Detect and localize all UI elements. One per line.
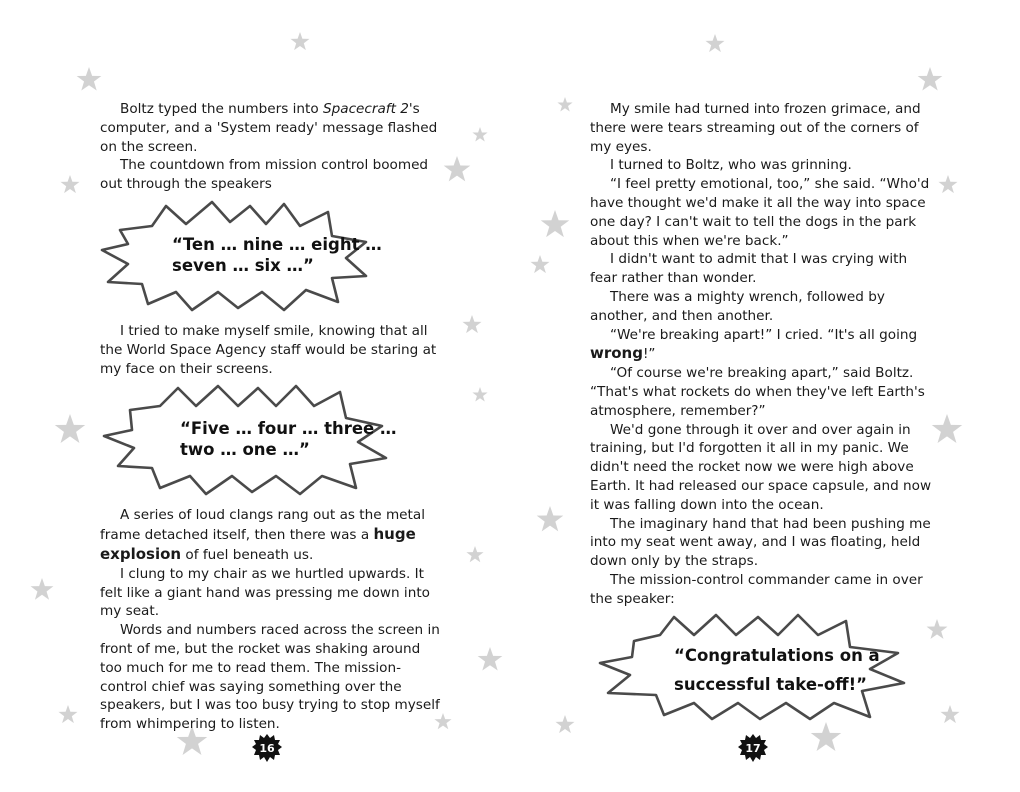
burst-line: “Ten … nine … eight …: [172, 234, 382, 254]
speech-burst: [100, 384, 445, 496]
page-number-badge: [252, 733, 282, 763]
page-number-badge: [738, 733, 768, 763]
left-page: [100, 100, 445, 734]
burst-line: “Five … four … three …: [180, 419, 397, 439]
paragraph: We'd gone through it over and over again in training, but I'd forgotten it all in my panic. We didn't need the rocket now we were high above Earth. It had released our space capsule, and now it was falling down into the ocean.: [590, 421, 932, 513]
paragraph: “We're breaking apart!” I cried. “It's all going wrong!”: [590, 326, 918, 363]
paragraph: The mission-control commander came in over the speaker:: [590, 571, 923, 607]
paragraph: I turned to Boltz, who was grinning.: [610, 157, 852, 174]
right-page: [590, 100, 935, 609]
paragraph: Words and numbers raced across the screen in front of me, but the rocket was shaking around too much for me to read them. The mission-control chief was saying something over the speakers, but I was too busy trying to stop myself from whimpering to listen.: [100, 622, 440, 733]
page-number: 17: [745, 741, 761, 755]
speech-burst: [598, 613, 908, 721]
burst-line: “Congratulations on a: [674, 646, 880, 665]
paragraph: “I feel pretty emotional, too,” she said. “Who'd have thought we'd make it all the way into space one day? I can't wait to tell the dogs in the park about this when we're back.”: [590, 176, 930, 249]
paragraph: Boltz typed the numbers into Spacecraft 2's computer, and a 'System ready' message flashed on the screen.: [100, 101, 438, 155]
paragraph: I clung to my chair as we hurtled upwards. It felt like a giant hand was pressing me down into my seat.: [100, 565, 430, 620]
paragraph: The imaginary hand that had been pushing me into my seat went away, and I was floating, held down only by the straps.: [590, 515, 931, 570]
paragraph: I didn't want to admit that I was crying with fear rather than wonder.: [590, 251, 908, 287]
paragraph: My smile had turned into frozen grimace, and there were tears streaming out of the corners of my eyes.: [590, 101, 921, 155]
paragraph: There was a mighty wrench, followed by another, and then another.: [590, 288, 885, 324]
burst-line: seven … six …”: [172, 255, 314, 275]
page-number: 16: [259, 741, 275, 755]
burst-line: two … one …”: [180, 440, 310, 460]
speech-burst: [100, 200, 445, 312]
burst-line: successful take-off!”: [674, 675, 867, 694]
paragraph: A series of loud clangs rang out as the metal frame detached itself, then there was a huge explosion of fuel beneath us.: [100, 507, 425, 563]
paragraph: The countdown from mission control boomed out through the speakers: [100, 157, 429, 193]
paragraph: I tried to make myself smile, knowing that all the World Space Agency staff would be staring at my face on their screens.: [100, 322, 437, 377]
paragraph: “Of course we're breaking apart,” said Boltz. “That's what rockets do when they've left Earth's atmosphere, remember?”: [590, 365, 925, 419]
